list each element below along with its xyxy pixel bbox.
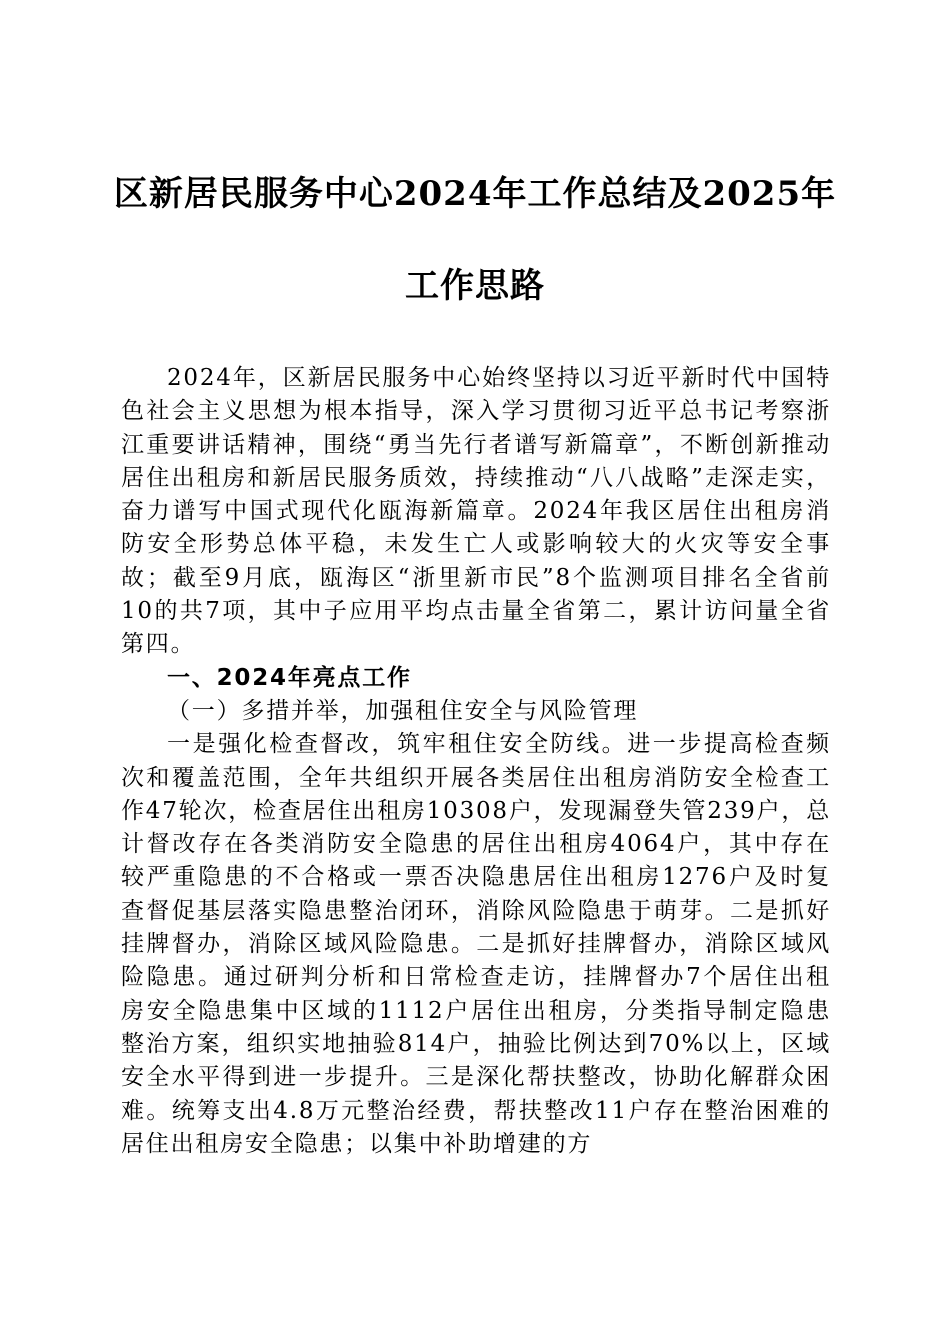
document-title-line-1: 区新居民服务中心2024年工作总结及2025年 — [113, 174, 837, 214]
document-body — [121, 362, 831, 1161]
subsection-heading: （一）多措并举，加强租住安全与风险管理 — [167, 697, 639, 724]
section-heading: 一、2024年亮点工作 — [167, 664, 412, 691]
document-title-line-2: 工作思路 — [405, 266, 545, 306]
intro-paragraph: 2024年，区新居民服务中心始终坚持以习近平新时代中国特色社会主义思想为根本指导，深入学习贯彻习近平总书记考察浙江重要讲话精神，围绕“勇当先行者谱写新篇章”，不断创新推动居住出租房和新居民服务质效，持续推动“八八战略”走深走实，奋力谱写中国式现代化瓯海新篇章。2024年我区居住出租房消防安全形势总体平稳，未发生亡人或影响较大的火灾等安全事故；截至9月底，瓯海区“浙里新市民”8个监测项目排名全省前10的共7项，其中子应用平均点击量全省第二，累计访问量全省第四。 — [121, 365, 831, 658]
body-paragraph: 一是强化检查督改，筑牢租住安全防线。进一步提高检查频次和覆盖范围，全年共组织开展各类居住出租房消防安全检查工作47轮次，检查居住出租房10308户，发现漏登失管239户，总计督改存在各类消防安全隐患的居住出租房4064户，其中存在较严重隐患的不合格或一票否决隐患居住出租房1276户及时复查督促基层落实隐患整治闭环，消除风险隐患于萌芽。二是抓好挂牌督办，消除区域风险隐患。二是抓好挂牌督办，消除区域风险隐患。通过研判分析和日常检查走访，挂牌督办7个居住出租房安全隐患集中区域的1112户居住出租房，分类指导制定隐患整治方案，组织实地抽验814户，抽验比例达到70%以上，区域安全水平得到进一步提升。三是深化帮扶整改，协助化解群众困难。统筹支出4.8万元整治经费，帮扶整改11户存在整治困难的居住出租房安全隐患；以集中补助增建的方 — [121, 731, 831, 1157]
